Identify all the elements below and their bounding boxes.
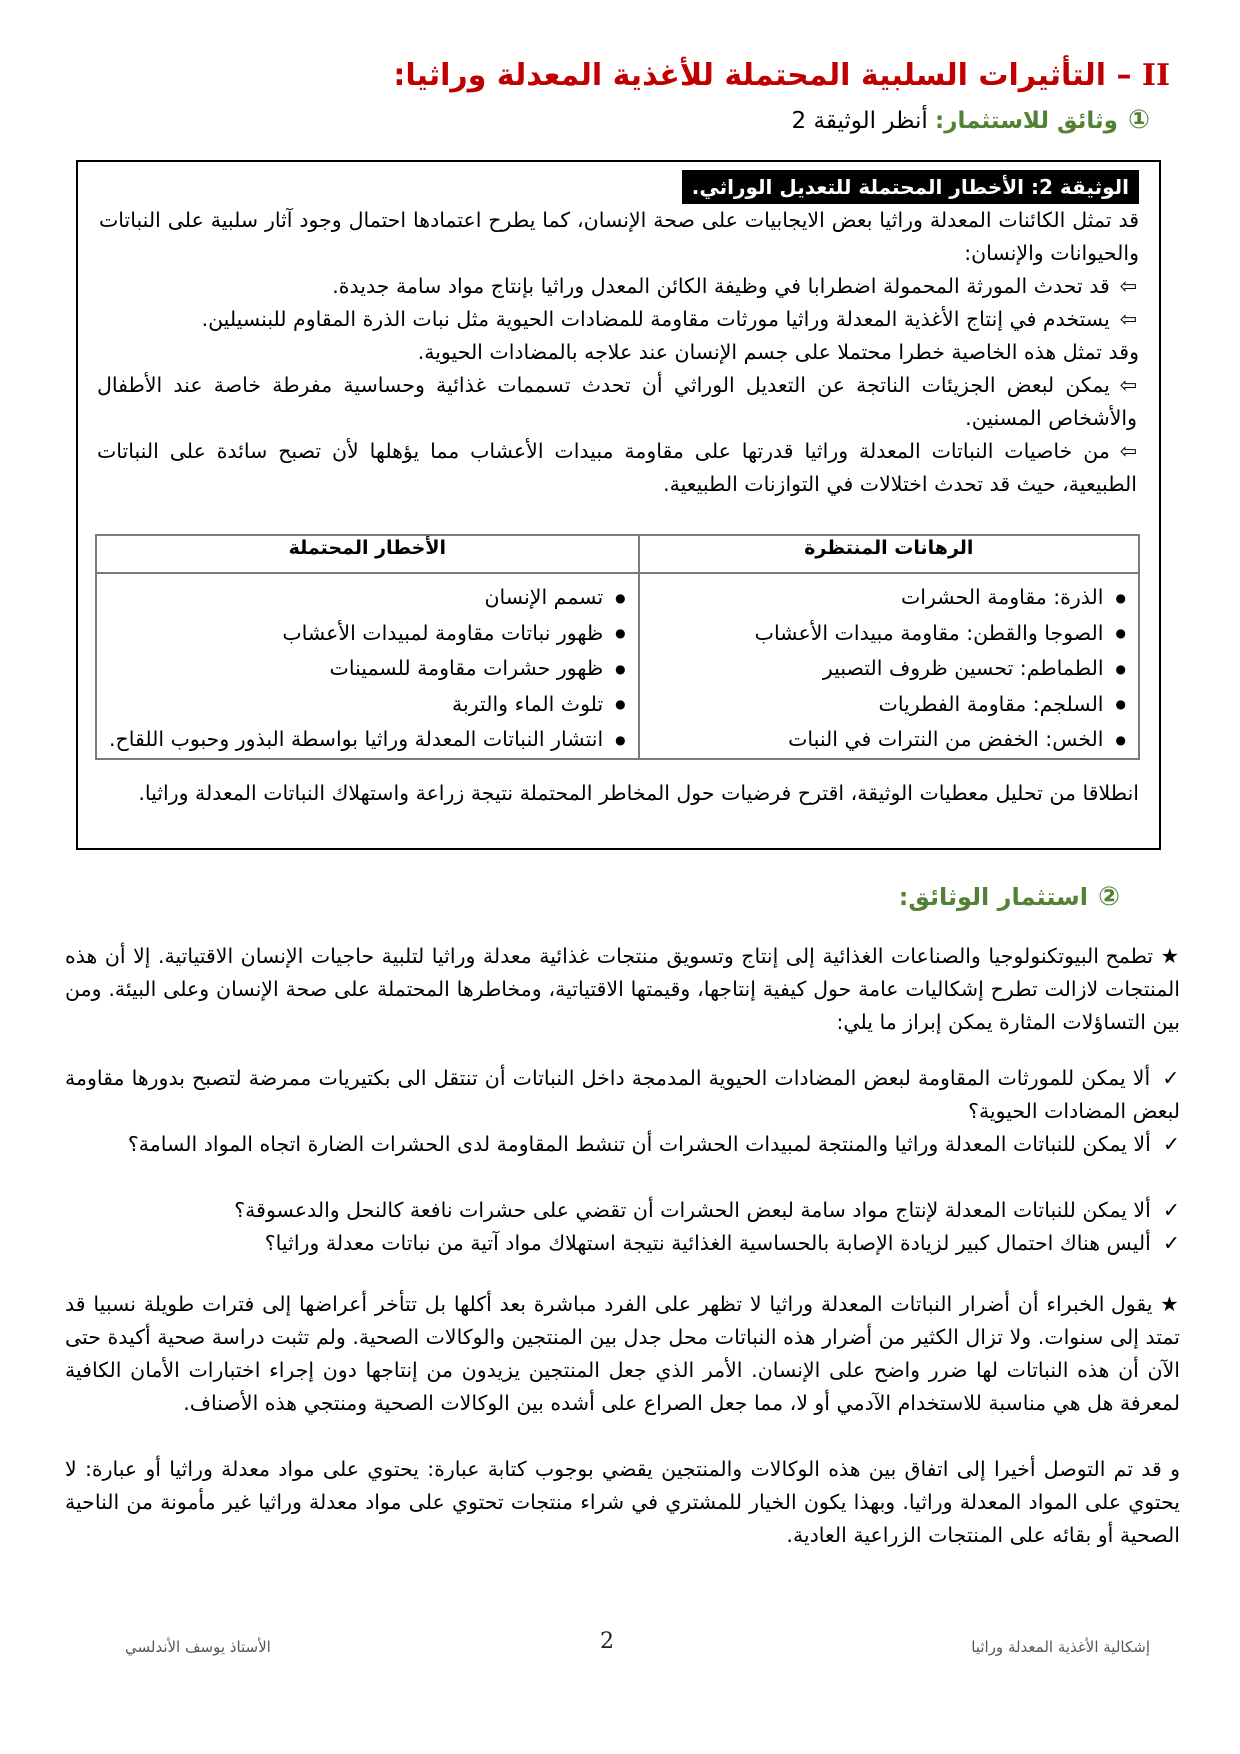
question-item: ✓ألا يمكن للنباتات المعدلة وراثيا والمنتجة لمبيدات الحشرات أن تنشط المقاومة لدى الحشرات الضارة اتجاه المواد السامة؟	[127, 1132, 1180, 1156]
list-item: ●الصوجا والقطن: مقاومة مبيدات الأعشاب	[754, 620, 1126, 645]
list-item: ●الذرة: مقاومة الحشرات	[900, 585, 1126, 609]
arrow-icon: ⇦	[1119, 274, 1137, 298]
check-icon: ✓	[1162, 1231, 1180, 1255]
question-item: ✓ألا يمكن للمورثات المقاومة لبعض المضادات الحيوية المدمجة داخل النباتات أن تنتقل الى بكتيريات ممرضة لتصبح بدورها مقاومة لبعض المضادات الحيوية؟	[65, 1066, 1180, 1123]
bullet-text: من خاصيات النباتات المعدلة وراثيا قدرتها على مقاومة مبيدات الأعشاب مما يؤهلها لأن تصبح سائدة على النباتات الطبيعية، حيث قد تحدث اختلالات في التوازنات الطبيعية.	[97, 439, 1137, 496]
question-item: ✓أليس هناك احتمال كبير لزيادة الإصابة بالحساسية الغذائية نتيجة استهلاك مواد آتية من نباتات معدلة وراثيا؟	[264, 1231, 1180, 1255]
question-item: ✓ألا يمكن للنباتات المعدلة لإنتاج مواد سامة لبعض الحشرات أن تقضي على حشرات نافعة كالنحل والدعسوقة؟	[234, 1198, 1180, 1222]
part2-heading	[899, 880, 1120, 914]
part2-heading-text: استثمار الوثائق:	[898, 883, 1088, 911]
bullet-icon: ●	[615, 697, 626, 711]
check-icon: ✓	[1162, 1132, 1180, 1156]
stakes-risks-table	[95, 534, 1140, 760]
part1-reference: أنظر الوثيقة 2	[791, 108, 928, 134]
section-number: II	[1141, 58, 1170, 93]
bullet-icon: ●	[1115, 697, 1126, 711]
document-note: وقد تمثل هذه الخاصية خطرا محتملا على جسم الإنسان عند علاجه بالمضادات الحيوية.	[417, 340, 1139, 364]
footer-author: الأستاذ يوسف الأندلسي	[125, 1638, 271, 1656]
arrow-icon: ⇦	[1119, 373, 1137, 397]
bullet-icon: ●	[1115, 590, 1126, 605]
paragraph-text: يقول الخبراء أن أضرار النباتات المعدلة وراثيا لا تظهر على الفرد مباشرة بعد أكلها بل تتأخر أعراضها إلى فترات طويلة نسبيا قد تمتد إلى سنوات. ولا تزال الكثير من أضرار هذه النباتات محل جدل بين المنتجين والوكالات الصحية. ولم تثبت دراسة صحية أكيدة حتى الآن أن هذه النباتات لها ضرر واضح على الإنسان. الأمر الذي جعل المنتجين يزيدون من إنتاجها دون إجراء اختبارات الأمان الكافية لمعرفة هل هي مناسبة للاستخدام الآدمي أو لا، مما جعل الصراع على أشده بين الوكالات الصحية ومنتجي هذه الأصناف.	[65, 1292, 1180, 1415]
document-intro: قد تمثل الكائنات المعدلة وراثيا بعض الايجابيات على صحة الإنسان، كما يطرح اعتمادها احتمال وجود آثار سلبية على النباتات والحيوانات والإنسان:	[99, 208, 1139, 265]
document-bullet	[97, 435, 1137, 501]
bullet-text: يمكن لبعض الجزيئات الناتجة عن التعديل الوراثي أن تحدث تسممات غذائية وحساسية مفرطة خاصة عند الأطفال والأشخاص المسنين.	[97, 373, 1137, 430]
document-box	[76, 160, 1161, 850]
document-bullet	[97, 369, 1137, 435]
paragraph-experts	[65, 1288, 1180, 1420]
page-number: 2	[600, 1629, 614, 1654]
column-header-stakes: الرهانات المنتظرة	[639, 535, 1139, 573]
document-bullet	[97, 303, 1137, 336]
paragraph-agreement: و قد تم التوصل أخيرا إلى اتفاق بين هذه الوكالات والمنتجين يقضي بوجوب كتابة عبارة: يحتوي على مواد معدلة وراثيا أو عبارة: لا يحتوي على المواد المعدلة وراثيا. وبهذا يكون الخيار للمشتري في شراء منتجات تحتوي على مواد معدلة وراثيا غير مأمونة من الناحية الصحية أو بقائه على المنتجات الزراعية العادية.	[65, 1457, 1180, 1547]
bullet-icon: ●	[615, 732, 626, 747]
arrow-icon: ⇦	[1119, 439, 1137, 463]
bullet-icon: ●	[615, 626, 626, 640]
bullet-icon: ●	[1115, 661, 1126, 676]
list-item: ●الطماطم: تحسين ظروف التصبير	[822, 656, 1126, 680]
check-icon: ✓	[1162, 1066, 1180, 1090]
paragraph-intro	[65, 940, 1180, 1039]
part1-heading-text: وثائق للاستثمار:	[935, 108, 1118, 134]
list-item: ●ظهور حشرات مقاومة للسمينات	[329, 656, 626, 680]
bullet-icon: ●	[615, 661, 626, 676]
paragraph-text: تطمح البيوتكنولوجيا والصناعات الغذائية إلى إنتاج وتسويق منتجات غذائية معدلة وراثيا لتلبية حاجيات الإنسان الاقتياتية. إلا أن هذه المنتجات لازالت تطرح إشكاليات عامة حول كيفية إنتاجها، وقيمتها الاقتياتية، ومخاطرها المحتملة على صحة الإنسان وعلى البيئة. ومن بين التساؤلات المثارة يمكن إبراز ما يلي:	[65, 944, 1180, 1034]
bullet-icon: ●	[615, 590, 626, 605]
star-icon: ★	[1160, 944, 1180, 968]
footer-topic: إشكالية الأغذية المعدلة وراثيا	[971, 1638, 1150, 1656]
list-item: ●الخس: الخفض من النترات في النبات	[788, 727, 1126, 751]
bullet-text: يستخدم في إنتاج الأغذية المعدلة وراثيا مورثات مقاومة للمضادات الحيوية مثل نبات الذرة المقاوم للبنسيلين.	[201, 307, 1110, 331]
bullet-text: قد تحدث المورثة المحمولة اضطرابا في وظيفة الكائن المعدل وراثيا بإنتاج مواد سامة جديدة.	[332, 274, 1110, 298]
part2-number: ②	[1097, 882, 1120, 912]
list-item: ●انتشار النباتات المعدلة وراثيا بواسطة البذور وحبوب اللقاح.	[109, 727, 626, 751]
document-bullet	[97, 270, 1137, 303]
stakes-cell	[639, 573, 1139, 759]
star-icon: ★	[1160, 1292, 1180, 1316]
column-header-risks: الأخطار المحتملة	[96, 535, 639, 573]
bullet-icon: ●	[1115, 626, 1126, 640]
part1-heading	[792, 103, 1150, 138]
list-item: ●السلجم: مقاومة الفطريات	[878, 691, 1126, 716]
list-item: ●ظهور نباتات مقاومة لمبيدات الأعشاب	[282, 620, 626, 645]
document-title: الوثيقة 2: الأخطار المحتملة للتعديل الوراثي.	[682, 170, 1139, 204]
bullet-icon: ●	[1115, 732, 1126, 747]
document-task: انطلاقا من تحليل معطيات الوثيقة، اقترح فرضيات حول المخاطر المحتملة نتيجة زراعة واستهلاك النباتات المعدلة وراثيا.	[138, 781, 1139, 805]
section-title	[70, 55, 1170, 97]
risks-cell	[96, 573, 639, 759]
section-title-text: – التأثيرات السلبية المحتملة للأغذية المعدلة وراثيا:	[393, 58, 1132, 93]
arrow-icon: ⇦	[1119, 307, 1137, 331]
check-icon: ✓	[1162, 1198, 1180, 1222]
part1-number: ①	[1127, 105, 1150, 135]
list-item: ●تسمم الإنسان	[484, 585, 626, 609]
list-item: ●تلوث الماء والتربة	[452, 691, 626, 716]
